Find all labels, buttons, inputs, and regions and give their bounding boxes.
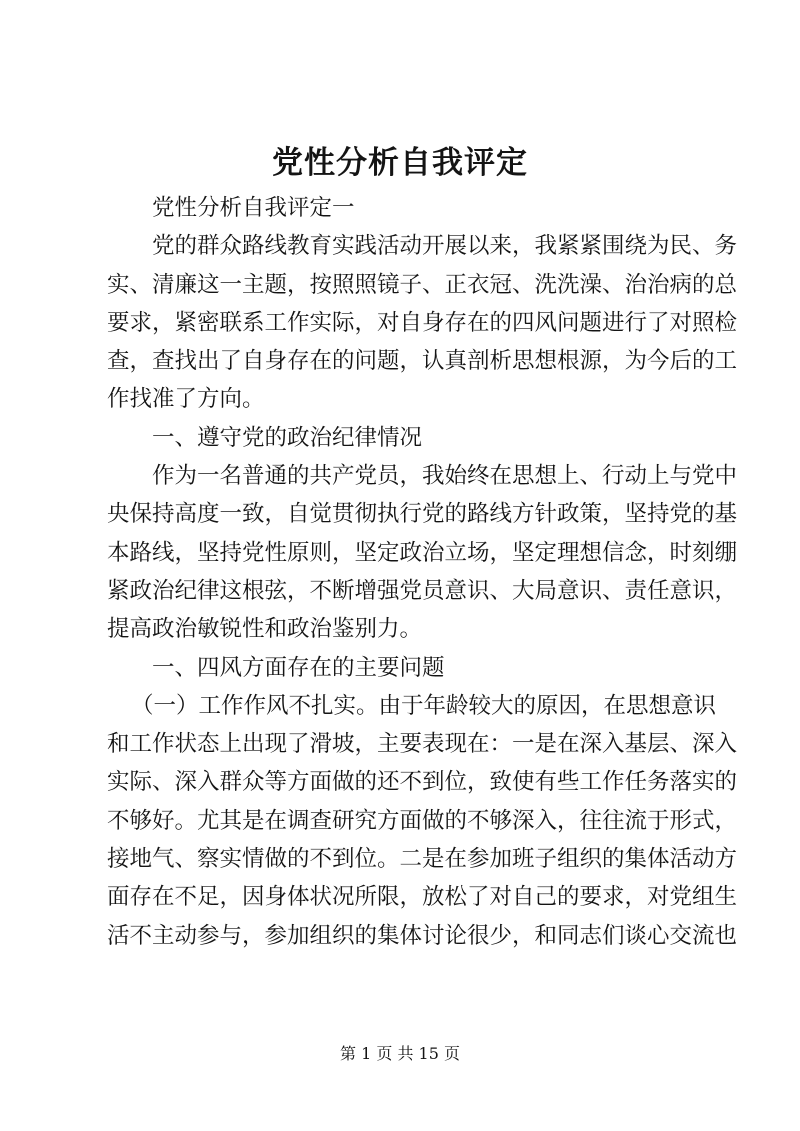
paragraph-line: 面存在不足，因身体状况所限，放松了对自己的要求，对党组生 xyxy=(107,884,738,911)
section-subtitle: 党性分析自我评定一 xyxy=(152,195,355,221)
paragraph-line: 本路线，坚持党性原则，坚定政治立场，坚定理想信念，时刻绷 xyxy=(107,539,738,566)
document-title: 党性分析自我评定 xyxy=(272,145,528,181)
paragraph-line: 提高政治敏锐性和政治鉴别力。 xyxy=(107,616,423,643)
paragraph-line: 活不主动参与，参加组织的集体讨论很少，和同志们谈心交流也 xyxy=(107,922,738,949)
paragraph-line: 要求，紧密联系工作实际，对自身存在的四风问题进行了对照检 xyxy=(107,309,738,336)
paragraph-line: 实际、深入群众等方面做的还不到位，致使有些工作任务落实的 xyxy=(107,769,738,796)
paragraph-line: 实、清廉这一主题，按照照镜子、正衣冠、洗洗澡、治治病的总 xyxy=(107,271,738,298)
paragraph-line: 党的群众路线教育实践活动开展以来，我紧紧围绕为民、务 xyxy=(152,233,738,260)
paragraph-line: 作为一名普通的共产党员，我始终在思想上、行动上与党中 xyxy=(152,463,738,490)
document-body xyxy=(107,189,738,955)
section-heading: 一、四风方面存在的主要问题 xyxy=(152,654,445,681)
paragraph-line: （一）工作作风不扎实。由于年龄较大的原因，在思想意识 xyxy=(131,692,717,719)
paragraph-line: 央保持高度一致，自觉贯彻执行党的路线方针政策，坚持党的基 xyxy=(107,501,738,528)
paragraph-line: 和工作状态上出现了滑坡，主要表现在：一是在深入基层、深入 xyxy=(107,731,738,758)
paragraph-line: 不够好。尤其是在调查研究方面做的不够深入，往往流于形式， xyxy=(107,807,738,834)
page-number-footer: 第 1 页 共 15 页 xyxy=(340,1044,460,1063)
paragraph-line: 作找准了方向。 xyxy=(107,386,265,413)
paragraph-line: 查，查找出了自身存在的问题，认真剖析思想根源，为今后的工 xyxy=(107,348,738,375)
paragraph-line: 接地气、察实情做的不到位。二是在参加班子组织的集体活动方 xyxy=(107,846,738,873)
section-heading: 一、遵守党的政治纪律情况 xyxy=(152,424,423,451)
paragraph-line: 紧政治纪律这根弦，不断增强党员意识、大局意识、责任意识， xyxy=(107,577,738,604)
